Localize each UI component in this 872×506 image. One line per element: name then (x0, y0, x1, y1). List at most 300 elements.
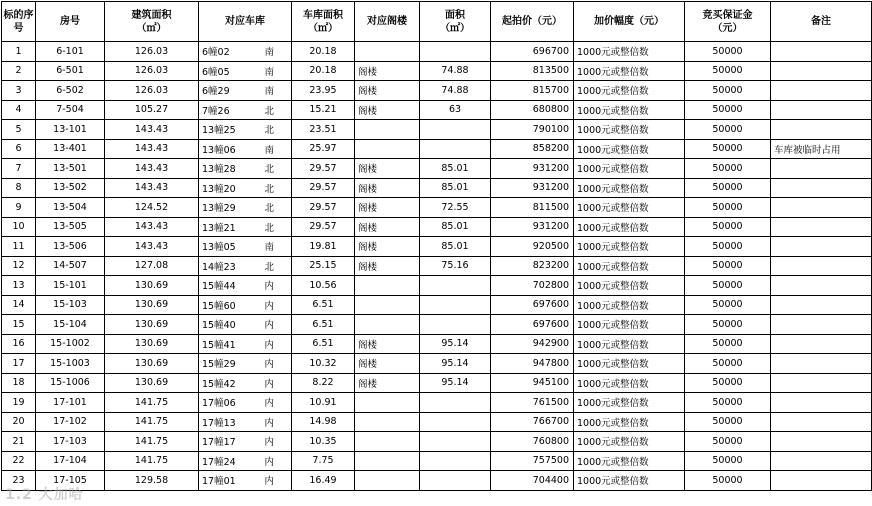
cell-remarks (771, 315, 872, 335)
cell-increment: 1000元或整倍数 (574, 256, 685, 276)
cell-garage-area: 23.95 (292, 81, 355, 101)
cell-building-area: 143.43 (105, 237, 199, 257)
cell-remarks (771, 159, 872, 179)
cell-start-price: 697600 (491, 295, 574, 315)
cell-remarks (771, 100, 872, 120)
table-row (2, 412, 872, 432)
cell-attic-area (420, 276, 491, 296)
cell-attic: 阁楼 (355, 373, 420, 393)
cell-room-no: 13-506 (36, 237, 105, 257)
cell-room-no: 15-1003 (36, 354, 105, 374)
cell-building-area: 143.43 (105, 120, 199, 140)
cell-attic-area (420, 432, 491, 452)
cell-attic (355, 276, 420, 296)
cell-garage-id: 13幢29 (199, 198, 248, 218)
cell-start-price: 947800 (491, 354, 574, 374)
cell-building-area: 143.43 (105, 217, 199, 237)
cell-start-price: 680800 (491, 100, 574, 120)
table-row (2, 393, 872, 413)
auction-table (1, 1, 872, 491)
cell-deposit: 50000 (685, 217, 771, 237)
cell-building-area: 143.43 (105, 178, 199, 198)
cell-garage-area: 16.49 (292, 471, 355, 491)
table-row (2, 100, 872, 120)
cell-increment: 1000元或整倍数 (574, 217, 685, 237)
cell-garage-area: 29.57 (292, 217, 355, 237)
cell-garage-id: 15幢60 (199, 295, 248, 315)
cell-start-price: 815700 (491, 81, 574, 101)
cell-deposit: 50000 (685, 334, 771, 354)
cell-deposit: 50000 (685, 256, 771, 276)
cell-deposit: 50000 (685, 100, 771, 120)
cell-start-price: 790100 (491, 120, 574, 140)
cell-attic: 阁楼 (355, 61, 420, 81)
cell-room-no: 7-504 (36, 100, 105, 120)
cell-room-no: 13-502 (36, 178, 105, 198)
cell-lot-no: 19 (2, 393, 36, 413)
cell-lot-no: 2 (2, 61, 36, 81)
header-cell-room-no: 房号 (36, 2, 105, 42)
cell-garage-area: 29.57 (292, 198, 355, 218)
cell-garage-orient: 内 (248, 471, 292, 491)
cell-garage-id: 7幢26 (199, 100, 248, 120)
cell-remarks (771, 81, 872, 101)
cell-lot-no: 13 (2, 276, 36, 296)
cell-garage-orient: 北 (248, 217, 292, 237)
cell-attic (355, 295, 420, 315)
cell-garage-id: 13幢20 (199, 178, 248, 198)
cell-garage-id: 15幢44 (199, 276, 248, 296)
cell-room-no: 17-105 (36, 471, 105, 491)
cell-deposit: 50000 (685, 471, 771, 491)
cell-building-area: 124.52 (105, 198, 199, 218)
cell-start-price: 702800 (491, 276, 574, 296)
cell-start-price: 920500 (491, 237, 574, 257)
cell-attic: 阁楼 (355, 178, 420, 198)
cell-building-area: 130.69 (105, 315, 199, 335)
cell-deposit: 50000 (685, 373, 771, 393)
cell-attic: 阁楼 (355, 198, 420, 218)
cell-garage-id: 6幢05 (199, 61, 248, 81)
cell-garage-orient: 南 (248, 237, 292, 257)
cell-remarks (771, 217, 872, 237)
cell-deposit: 50000 (685, 237, 771, 257)
cell-garage-area: 8.22 (292, 373, 355, 393)
cell-garage-orient: 北 (248, 159, 292, 179)
cell-remarks (771, 373, 872, 393)
watermark-logo: 1.2 大加哈 (5, 487, 84, 503)
header-cell-attic: 对应阁楼 (355, 2, 420, 42)
cell-garage-orient: 内 (248, 412, 292, 432)
cell-room-no: 17-101 (36, 393, 105, 413)
cell-room-no: 13-505 (36, 217, 105, 237)
cell-garage-orient: 北 (248, 198, 292, 218)
cell-room-no: 6-101 (36, 42, 105, 62)
cell-lot-no: 10 (2, 217, 36, 237)
cell-attic-area (420, 412, 491, 432)
header-cell-remarks: 备注 (771, 2, 872, 42)
cell-start-price: 931200 (491, 217, 574, 237)
cell-garage-id: 13幢05 (199, 237, 248, 257)
cell-garage-orient: 北 (248, 178, 292, 198)
cell-attic-area (420, 393, 491, 413)
cell-attic: 阁楼 (355, 100, 420, 120)
cell-garage-orient: 南 (248, 139, 292, 159)
cell-deposit: 50000 (685, 276, 771, 296)
cell-remarks (771, 451, 872, 471)
cell-garage-orient: 内 (248, 276, 292, 296)
cell-garage-id: 17幢06 (199, 393, 248, 413)
cell-increment: 1000元或整倍数 (574, 42, 685, 62)
table-row (2, 120, 872, 140)
header-cell-start-price: 起拍价（元） (491, 2, 574, 42)
cell-increment: 1000元或整倍数 (574, 334, 685, 354)
header-cell-deposit: 竞买保证金 （元） (685, 2, 771, 42)
cell-attic-area: 95.14 (420, 354, 491, 374)
cell-attic: 阁楼 (355, 237, 420, 257)
cell-deposit: 50000 (685, 61, 771, 81)
cell-building-area: 130.69 (105, 373, 199, 393)
cell-start-price: 811500 (491, 198, 574, 218)
cell-garage-area: 10.91 (292, 393, 355, 413)
cell-lot-no: 17 (2, 354, 36, 374)
cell-attic: 阁楼 (355, 159, 420, 179)
cell-remarks (771, 198, 872, 218)
cell-lot-no: 9 (2, 198, 36, 218)
cell-start-price: 813500 (491, 61, 574, 81)
table-row (2, 451, 872, 471)
table-row (2, 471, 872, 491)
cell-lot-no: 8 (2, 178, 36, 198)
cell-attic-area: 85.01 (420, 159, 491, 179)
cell-garage-orient: 内 (248, 432, 292, 452)
cell-room-no: 15-104 (36, 315, 105, 335)
cell-garage-area: 6.51 (292, 334, 355, 354)
cell-increment: 1000元或整倍数 (574, 412, 685, 432)
cell-increment: 1000元或整倍数 (574, 100, 685, 120)
cell-remarks (771, 120, 872, 140)
cell-attic-area: 85.01 (420, 217, 491, 237)
cell-lot-no: 14 (2, 295, 36, 315)
table-row (2, 61, 872, 81)
cell-garage-orient: 北 (248, 256, 292, 276)
cell-building-area: 141.75 (105, 412, 199, 432)
cell-attic-area (420, 315, 491, 335)
cell-remarks (771, 471, 872, 491)
cell-building-area: 141.75 (105, 451, 199, 471)
cell-deposit: 50000 (685, 42, 771, 62)
cell-garage-area: 10.35 (292, 432, 355, 452)
cell-deposit: 50000 (685, 81, 771, 101)
cell-attic (355, 432, 420, 452)
cell-remarks (771, 276, 872, 296)
cell-remarks (771, 412, 872, 432)
table-row (2, 334, 872, 354)
cell-increment: 1000元或整倍数 (574, 159, 685, 179)
cell-room-no: 13-501 (36, 159, 105, 179)
cell-remarks (771, 432, 872, 452)
cell-lot-no: 5 (2, 120, 36, 140)
table-row (2, 276, 872, 296)
cell-attic-area (420, 471, 491, 491)
cell-remarks (771, 61, 872, 81)
cell-building-area: 105.27 (105, 100, 199, 120)
cell-building-area: 141.75 (105, 393, 199, 413)
cell-attic-area: 75.16 (420, 256, 491, 276)
cell-attic (355, 139, 420, 159)
cell-increment: 1000元或整倍数 (574, 295, 685, 315)
cell-garage-area: 20.18 (292, 42, 355, 62)
cell-remarks (771, 334, 872, 354)
cell-remarks (771, 354, 872, 374)
cell-attic-area: 85.01 (420, 237, 491, 257)
cell-room-no: 15-103 (36, 295, 105, 315)
table-body (2, 42, 872, 491)
cell-lot-no: 7 (2, 159, 36, 179)
cell-room-no: 13-101 (36, 120, 105, 140)
cell-building-area: 129.58 (105, 471, 199, 491)
cell-garage-area: 29.57 (292, 159, 355, 179)
cell-room-no: 17-102 (36, 412, 105, 432)
cell-increment: 1000元或整倍数 (574, 198, 685, 218)
cell-attic-area (420, 139, 491, 159)
cell-garage-area: 6.51 (292, 295, 355, 315)
table-row (2, 139, 872, 159)
cell-garage-area: 15.21 (292, 100, 355, 120)
cell-deposit: 50000 (685, 120, 771, 140)
cell-building-area: 130.69 (105, 295, 199, 315)
cell-garage-area: 19.81 (292, 237, 355, 257)
table-row (2, 178, 872, 198)
cell-room-no: 6-501 (36, 61, 105, 81)
table-row (2, 295, 872, 315)
cell-increment: 1000元或整倍数 (574, 315, 685, 335)
cell-start-price: 757500 (491, 451, 574, 471)
header-cell-increment: 加价幅度（元） (574, 2, 685, 42)
cell-start-price: 761500 (491, 393, 574, 413)
cell-increment: 1000元或整倍数 (574, 373, 685, 393)
cell-garage-orient: 南 (248, 61, 292, 81)
table-row (2, 217, 872, 237)
cell-building-area: 141.75 (105, 432, 199, 452)
cell-deposit: 50000 (685, 354, 771, 374)
cell-attic (355, 412, 420, 432)
cell-lot-no: 15 (2, 315, 36, 335)
cell-attic-area: 95.14 (420, 373, 491, 393)
cell-start-price: 931200 (491, 159, 574, 179)
cell-start-price: 823200 (491, 256, 574, 276)
cell-lot-no: 1 (2, 42, 36, 62)
cell-remarks: 车库被临时占用 (771, 139, 872, 159)
cell-building-area: 126.03 (105, 42, 199, 62)
table-row (2, 81, 872, 101)
cell-increment: 1000元或整倍数 (574, 120, 685, 140)
cell-garage-area: 14.98 (292, 412, 355, 432)
cell-lot-no: 22 (2, 451, 36, 471)
table-row (2, 354, 872, 374)
cell-garage-orient: 内 (248, 354, 292, 374)
cell-lot-no: 4 (2, 100, 36, 120)
header-row (2, 2, 872, 42)
cell-building-area: 143.43 (105, 159, 199, 179)
cell-garage-area: 25.15 (292, 256, 355, 276)
header-cell-garage: 对应车库 (199, 2, 292, 42)
table-row (2, 373, 872, 393)
cell-attic-area (420, 120, 491, 140)
cell-garage-orient: 内 (248, 393, 292, 413)
cell-building-area: 127.08 (105, 256, 199, 276)
cell-remarks (771, 178, 872, 198)
cell-deposit: 50000 (685, 198, 771, 218)
cell-building-area: 143.43 (105, 139, 199, 159)
cell-lot-no: 16 (2, 334, 36, 354)
cell-attic-area (420, 295, 491, 315)
cell-start-price: 760800 (491, 432, 574, 452)
cell-garage-orient: 内 (248, 373, 292, 393)
cell-room-no: 15-101 (36, 276, 105, 296)
table-row (2, 42, 872, 62)
cell-garage-area: 6.51 (292, 315, 355, 335)
cell-attic-area (420, 42, 491, 62)
cell-garage-id: 15幢29 (199, 354, 248, 374)
cell-garage-area: 25.97 (292, 139, 355, 159)
cell-start-price: 697600 (491, 315, 574, 335)
cell-garage-id: 6幢02 (199, 42, 248, 62)
cell-room-no: 17-103 (36, 432, 105, 452)
cell-attic-area: 74.88 (420, 61, 491, 81)
cell-increment: 1000元或整倍数 (574, 432, 685, 452)
cell-garage-area: 7.75 (292, 451, 355, 471)
cell-attic-area: 85.01 (420, 178, 491, 198)
cell-garage-area: 10.32 (292, 354, 355, 374)
cell-attic: 阁楼 (355, 256, 420, 276)
cell-garage-id: 17幢13 (199, 412, 248, 432)
cell-garage-id: 13幢28 (199, 159, 248, 179)
cell-building-area: 130.69 (105, 276, 199, 296)
cell-attic (355, 315, 420, 335)
cell-attic: 阁楼 (355, 217, 420, 237)
cell-increment: 1000元或整倍数 (574, 61, 685, 81)
table-row (2, 432, 872, 452)
cell-deposit: 50000 (685, 393, 771, 413)
cell-increment: 1000元或整倍数 (574, 178, 685, 198)
cell-start-price: 696700 (491, 42, 574, 62)
cell-building-area: 130.69 (105, 334, 199, 354)
cell-start-price: 945100 (491, 373, 574, 393)
cell-room-no: 17-104 (36, 451, 105, 471)
cell-lot-no: 3 (2, 81, 36, 101)
cell-attic: 阁楼 (355, 334, 420, 354)
cell-attic (355, 42, 420, 62)
cell-garage-area: 29.57 (292, 178, 355, 198)
cell-lot-no: 12 (2, 256, 36, 276)
cell-attic: 阁楼 (355, 354, 420, 374)
cell-deposit: 50000 (685, 139, 771, 159)
cell-deposit: 50000 (685, 432, 771, 452)
cell-room-no: 14-507 (36, 256, 105, 276)
cell-garage-orient: 北 (248, 100, 292, 120)
cell-lot-no: 6 (2, 139, 36, 159)
cell-lot-no: 20 (2, 412, 36, 432)
cell-attic (355, 120, 420, 140)
cell-building-area: 126.03 (105, 61, 199, 81)
cell-room-no: 6-502 (36, 81, 105, 101)
cell-increment: 1000元或整倍数 (574, 393, 685, 413)
cell-garage-orient: 内 (248, 295, 292, 315)
cell-attic-area: 95.14 (420, 334, 491, 354)
cell-garage-id: 13幢21 (199, 217, 248, 237)
table-row (2, 198, 872, 218)
cell-increment: 1000元或整倍数 (574, 237, 685, 257)
cell-garage-id: 17幢17 (199, 432, 248, 452)
cell-garage-id: 13幢06 (199, 139, 248, 159)
cell-room-no: 15-1002 (36, 334, 105, 354)
cell-attic-area (420, 451, 491, 471)
table-row (2, 256, 872, 276)
cell-attic (355, 451, 420, 471)
cell-increment: 1000元或整倍数 (574, 354, 685, 374)
cell-lot-no: 21 (2, 432, 36, 452)
cell-room-no: 13-401 (36, 139, 105, 159)
cell-room-no: 13-504 (36, 198, 105, 218)
cell-start-price: 931200 (491, 178, 574, 198)
cell-garage-area: 20.18 (292, 61, 355, 81)
header-cell-lot-no: 标的序号 (2, 2, 36, 42)
cell-attic-area: 72.55 (420, 198, 491, 218)
cell-garage-id: 15幢40 (199, 315, 248, 335)
cell-garage-id: 17幢01 (199, 471, 248, 491)
cell-increment: 1000元或整倍数 (574, 81, 685, 101)
cell-deposit: 50000 (685, 412, 771, 432)
cell-remarks (771, 295, 872, 315)
cell-room-no: 15-1006 (36, 373, 105, 393)
cell-deposit: 50000 (685, 178, 771, 198)
cell-attic-area: 74.88 (420, 81, 491, 101)
cell-attic (355, 393, 420, 413)
cell-remarks (771, 42, 872, 62)
table-row (2, 159, 872, 179)
cell-deposit: 50000 (685, 159, 771, 179)
cell-garage-area: 10.56 (292, 276, 355, 296)
cell-deposit: 50000 (685, 295, 771, 315)
cell-garage-id: 6幢29 (199, 81, 248, 101)
cell-building-area: 130.69 (105, 354, 199, 374)
cell-garage-id: 15幢42 (199, 373, 248, 393)
header-cell-attic-area: 面积 （㎡） (420, 2, 491, 42)
cell-building-area: 126.03 (105, 81, 199, 101)
cell-garage-orient: 南 (248, 81, 292, 101)
cell-attic: 阁楼 (355, 81, 420, 101)
cell-deposit: 50000 (685, 451, 771, 471)
header-cell-garage-area: 车库面积 （㎡） (292, 2, 355, 42)
cell-increment: 1000元或整倍数 (574, 276, 685, 296)
cell-garage-id: 15幢41 (199, 334, 248, 354)
cell-start-price: 942900 (491, 334, 574, 354)
cell-garage-orient: 内 (248, 315, 292, 335)
header-cell-building-area: 建筑面积 （㎡） (105, 2, 199, 42)
cell-garage-orient: 内 (248, 451, 292, 471)
cell-increment: 1000元或整倍数 (574, 451, 685, 471)
cell-lot-no: 11 (2, 237, 36, 257)
cell-attic (355, 471, 420, 491)
cell-garage-orient: 内 (248, 334, 292, 354)
table-row (2, 315, 872, 335)
cell-garage-id: 17幢24 (199, 451, 248, 471)
cell-garage-id: 13幢25 (199, 120, 248, 140)
cell-lot-no: 23 (2, 471, 36, 491)
cell-remarks (771, 393, 872, 413)
cell-garage-orient: 南 (248, 42, 292, 62)
